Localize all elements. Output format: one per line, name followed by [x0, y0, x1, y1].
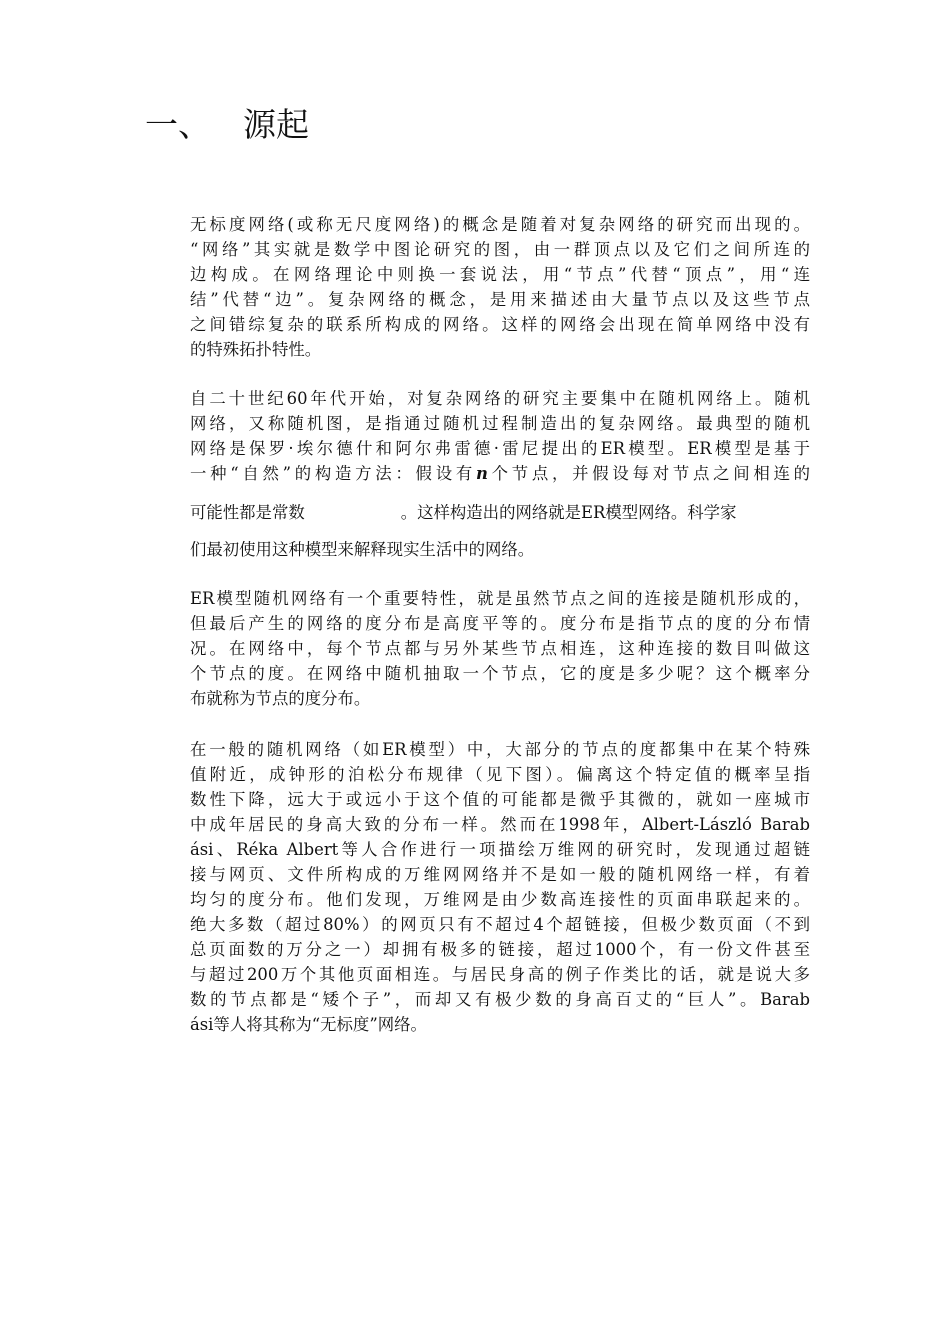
- variable-n: n: [475, 464, 488, 483]
- text-line: 绝大多数（超过80%）的网页只有不超过4个超链接，但极少数页面（不到: [190, 915, 810, 934]
- text-line: 在一般的随机网络（如ER模型）中，大部分的节点的度都集中在某个特殊: [190, 740, 810, 759]
- text-line: [190, 461, 810, 486]
- paragraph-random-networks: [190, 386, 810, 486]
- text-line: 无标度网络(或称无尺度网络)的概念是随着对复杂网络的研究而出现的。: [190, 215, 810, 234]
- section-heading: [145, 100, 309, 150]
- text-fragment: 一种“自然”的构造方法：假设有: [190, 464, 476, 483]
- text-line: 数性下降，远大于或远小于这个值的可能都是微乎其微的，就如一座城市: [190, 790, 810, 809]
- text-line: 布就称为节点的度分布。: [190, 689, 371, 708]
- text-line: 之间错综复杂的联系所构成的网络。这样的网络会出现在简单网络中没有: [190, 315, 810, 334]
- text-fragment: 。这样构造出的网络就是ER模型网络。科学家: [400, 503, 737, 522]
- text-line: 个节点的度。在网络中随机抽取一个节点，它的度是多少呢？这个概率分: [190, 664, 810, 683]
- text-line: 值附近，成钟形的泊松分布规律（见下图）。偏离这个特定值的概率呈指: [190, 765, 810, 784]
- section-number: 一、: [145, 105, 211, 144]
- paragraph-degree-distribution: [190, 586, 810, 711]
- paragraph-random-networks-cont: [190, 500, 810, 525]
- text-line: 自二十世纪60年代开始，对复杂网络的研究主要集中在随机网络上。随机: [190, 389, 810, 408]
- text-line: ási、Réka Albert等人合作进行一项描绘万维网的研究时，发现通过超链: [190, 840, 810, 859]
- text-line: 总页面数的万分之一）却拥有极多的链接，超过1000个，有一份文件甚至: [190, 940, 810, 959]
- paragraph-intro: [190, 212, 810, 362]
- text-line: 网络，又称随机图，是指通过随机过程制造出的复杂网络。最典型的随机: [190, 414, 810, 433]
- text-fragment: 可能性都是常数: [190, 503, 305, 522]
- text-line: 数的节点都是“矮个子”，而却又有极少数的身高百丈的“巨人”。Barab: [190, 990, 810, 1009]
- text-line: 况。在网络中，每个节点都与另外某些节点相连，这种连接的数目叫做这: [190, 639, 810, 658]
- text-line: “网络”其实就是数学中图论研究的图，由一群顶点以及它们之间所连的: [190, 240, 810, 259]
- text-line: 边构成。在网络理论中则换一套说法，用“节点”代替“顶点”，用“连: [190, 265, 810, 284]
- section-title: 源起: [243, 105, 309, 144]
- text-line: 均匀的度分布。他们发现，万维网是由少数高连接性的页面串联起来的。: [190, 890, 810, 909]
- text-line: [190, 500, 810, 525]
- text-line: ási等人将其称为“无标度”网络。: [190, 1015, 427, 1034]
- text-line: 结”代替“边”。复杂网络的概念，是用来描述由大量节点以及这些节点: [190, 290, 810, 309]
- text-line: 接与网页、文件所构成的万维网网络并不是如一般的随机网络一样，有着: [190, 865, 810, 884]
- text-line: 的特殊拓扑特性。: [190, 340, 322, 359]
- text-line: ER模型随机网络有一个重要特性，就是虽然节点之间的连接是随机形成的，: [190, 589, 810, 608]
- text-line: 网络是保罗·埃尔德什和阿尔弗雷德·雷尼提出的ER模型。ER模型是基于: [190, 439, 810, 458]
- paragraph-scale-free: [190, 737, 810, 1037]
- text-line: 中成年居民的身高大致的分布一样。然而在1998年，Albert-László Barab: [190, 815, 810, 834]
- text-line: 但最后产生的网络的度分布是高度平等的。度分布是指节点的度的分布情: [190, 614, 810, 633]
- text-line: 们最初使用这种模型来解释现实生活中的网络。: [190, 540, 535, 559]
- text-line: 与超过200万个其他页面相连。与居民身高的例子作类比的话，就是说大多: [190, 965, 810, 984]
- text-fragment: 个节点，并假设每对节点之间相连的: [487, 464, 811, 483]
- paragraph-random-networks-end: [190, 537, 810, 562]
